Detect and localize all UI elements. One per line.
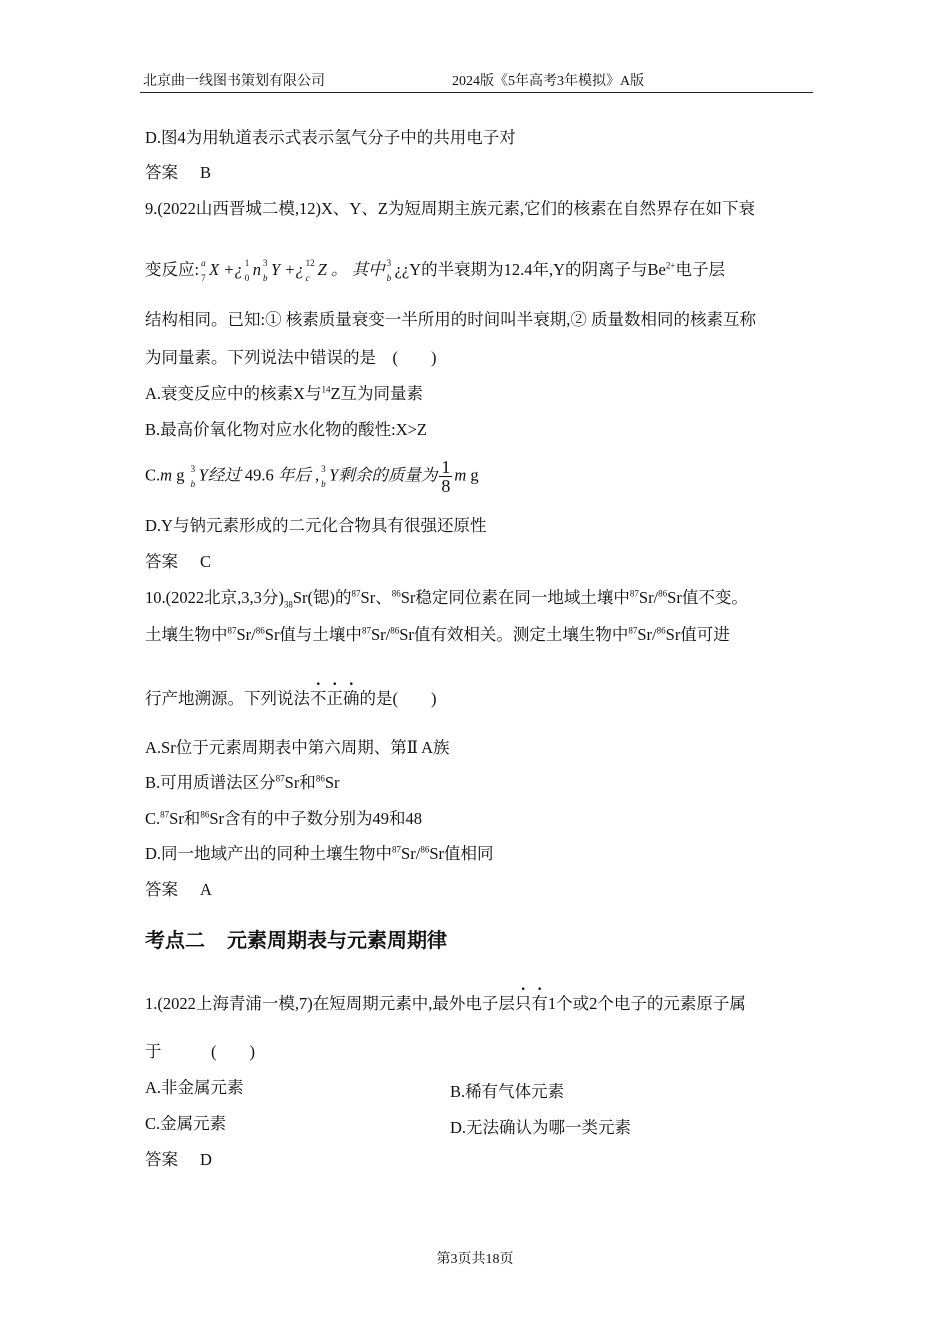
q8-option-d: D.图4为用轨道表示式表示氢气分子中的共用电子对 <box>145 128 516 147</box>
q10-option-b: B.可用质谱法区分$^{87}$Sr和$^{86}$Sr <box>145 773 340 792</box>
q10-option-c: C.$^{87}$Sr和$^{86}$Sr含有的中子数分别为49和48 <box>145 809 422 828</box>
s2-q1-option-a: A.非金属元素 <box>145 1078 244 1097</box>
q10-stem-line3: 行产地溯源。下列说法不正确的是( ) <box>145 689 437 708</box>
header-rule <box>140 92 813 93</box>
s2-q1-option-b: B.稀有气体元素 <box>450 1082 565 1101</box>
s2-q1-option-d: D.无法确认为哪一类元素 <box>450 1118 632 1137</box>
q10-stem-line1: 10.(2022北京,3,3分)$_{38}Sr$(锶)的$^{87}$Sr、$^{86}$Sr稳定同位素在同一地域土壤中$^{87}$Sr/$^{86}$Sr值不变。 <box>145 588 748 610</box>
s2-q1-stem-line1: 1.(2022上海青浦一模,7)在短周期元素中,最外电子层只有1个或2个电子的元素原子属 <box>145 994 746 1013</box>
q9-option-c: C.m g 3 b Y经过 49.6 年后 , 3 b Y剩余的质量为 $\frac{1}{8}$ m g <box>145 457 479 496</box>
nuclide-n-notation: 1 0 <box>244 258 250 284</box>
nuclide-y-notation-2: 3 b <box>386 258 392 284</box>
q10-option-a: A.Sr位于元素周期表中第六周期、第Ⅱ A族 <box>145 738 450 757</box>
q9-answer: 答案 C <box>145 552 212 571</box>
q10-answer: 答案 A <box>145 880 212 899</box>
nuclide-y-notation: 3 b <box>262 258 268 284</box>
q10-option-d: D.同一地域产出的同种土壤生物中$^{87}$Sr/$^{86}$Sr值相同 <box>145 844 494 863</box>
q9-option-d: D.Y与钠元素形成的二元化合物具有很强还原性 <box>145 516 487 535</box>
q9-stem-line4: 为同量素。下列说法中错误的是 ( ) <box>145 348 437 367</box>
s2-q1-answer: 答案 D <box>145 1150 212 1169</box>
q9-option-b: B.最高价氧化物对应水化物的酸性:X>Z <box>145 420 428 439</box>
q9-option-a: A.衰变反应中的核素X与$^{14}$Z互为同量素 <box>145 384 424 403</box>
fraction-one-eighth: $\frac{1}{8}$ <box>441 457 451 496</box>
header-book-title: 2024版《5年高考3年模拟》A版 <box>452 74 645 89</box>
q9-stem-line2: 变反应: a 7 X +¿ 1 0 n 3 b Y +¿ 12 c Z 。 其中 3 b ¿¿Y的半衰期为12.4年,Y的阴离子与$Be^{2+}$电子层 <box>145 258 725 284</box>
s2-q1-option-c: C.金属元素 <box>145 1114 227 1133</box>
q8-answer: 答案 B <box>145 163 212 182</box>
nuclide-x-notation: a 7 <box>201 258 206 284</box>
nuclide-y-notation-3: 3 b <box>190 463 196 489</box>
q9-stem-line1: 9.(2022山西晋城二模,12)X、Y、Z为短周期主族元素,它们的核素在自然界存在如下衰 <box>145 199 756 218</box>
nuclide-z-notation: 12 c <box>305 258 315 284</box>
page-footer: 第3页共18页 <box>436 1252 514 1267</box>
header-publisher: 北京曲一线图书策划有限公司 <box>143 74 325 89</box>
q10-stem-line2: 土壤生物中$^{87}$Sr/$^{86}$Sr值与土壤中$^{87}$Sr/$^{86}$Sr值有效相关。测定土壤生物中$^{87}$Sr/$^{86}$Sr值可进 <box>145 625 730 644</box>
s2-q1-stem-line2: 于 ( ) <box>145 1042 255 1061</box>
nuclide-y-notation-4: 3 b <box>321 463 326 489</box>
q9-stem-line3: 结构相同。已知:① 核素质量衰变一半所用的时间叫半衰期,② 质量数相同的核素互称 <box>145 310 756 329</box>
section-heading: 考点二 元素周期表与元素周期律 <box>145 928 447 952</box>
